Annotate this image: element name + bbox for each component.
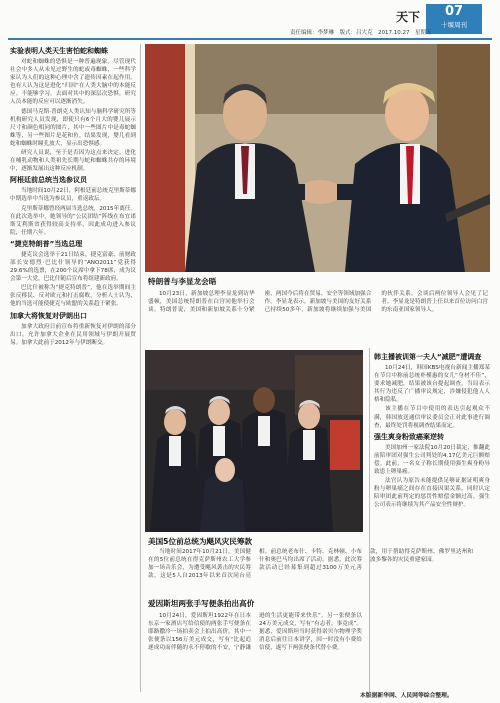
article-paragraph: 美国加州一家法院10月20日裁定，推翻此前陪审团对强生公司判处的4.17亿美元巨额赔偿。此前，一名女子称长期使用强生爽身粉导致患上卵巢癌。 (374, 444, 490, 476)
article-paragraph: 巴比什被称为“捷克特朗普”，他在选举期间主张反移民、反对欧元和打击腐败。分析人士认为，他的当选可能使捷克与欧盟的关系趋于紧张。 (10, 285, 136, 308)
article-paragraph: 10月24日，爱因斯坦1922年在日本东京一家酒店写给信使的两张手写便条在耶路撒冷一场拍卖会上拍出高价。其中一张便条以156万美元成交，写有“比起追逐成功而伴随的永不停歇的不安，宁静谦逊的生活更能带来快乐”。另一张便条以24万美元成交，写有“有志者，事竟成”。据悉，爱因斯坦当时获得诺贝尔物理学奖消息后前往日本讲学，因一时没有小费给信使，遂写下两张便条代替小费。 (148, 613, 362, 652)
photo-caption (148, 548, 473, 588)
handshake-image (145, 44, 490, 272)
article-title: 加拿大将恢复对伊朗出口 (10, 311, 87, 320)
caption-paragraph: 当地时间2017年10月21日，美国健在的5位前总统在得克萨斯州农工大学参加一场音乐会，为遭受飓风袭击的灾民筹款。这是5人自2013年以来首次同台亮相。前总统老布什、卡特、克林顿、小布什和奥巴马均出席了活动。据悉，此次筹款活动已经募集到超过3100万美元善款，用于帮助得克萨斯州、佛罗里达州和波多黎各的灾民重建家园。 (148, 549, 473, 580)
photo-handshake (145, 44, 490, 272)
page-number: 07 (444, 4, 464, 19)
editor-meta: 责任编辑：李梦琳 版式：吕大克 2017.10.27 星期五 (290, 30, 432, 36)
article-paragraph: 德国马克斯·普朗克人类认知与脑科学研究所等机构研究人员发现，即使只有6个月大的婴儿展示尺寸和颜色相同的图片，其中一些图片中是毒蛇蜘蛛等，另一些图片是花和鱼。结果发现，婴儿看到蛇和蜘蛛时瞳孔放大，显示出恐惧感。 (10, 108, 136, 147)
photo-presidents (145, 350, 363, 532)
article-paragraph: 捷克议会选举于21日结束，捷克富豪、前财政部长安德烈·巴比什领导的“ANO2011”党获得29.6%的选票，在200个议席中拿下78席，成为议会第一大党。巴比什随后宣布将组建新政府。 (10, 251, 136, 283)
presidents-image (145, 350, 363, 532)
article-body (148, 612, 362, 686)
photo-title: 美国5位前总统为飓风灾民筹款 (148, 537, 253, 546)
article-paragraph: 克里斯蒂娜曾经两届当选总统，2015年离任。在此次选举中，她领导的“公民团结”阵线在布宜诺斯艾利斯省获得较高支持率，因此成功进入参议院，任期六年。 (10, 205, 136, 236)
article-paragraph: 10月24日，韩国KBS电视台新闻主播郑某在节目中称前总统朴槿惠的女儿“身材不佳”，要求她减肥，结果被该台提起调查。当局表示其行为违反了广播审议规定，涉嫌侵犯他人人格和隐私。 (374, 365, 490, 404)
column-divider (369, 348, 370, 692)
page-number-badge (426, 4, 482, 34)
article-paragraph: 该主播在节目中使用的表达引起观众不满，韩国放送通信审议委员会正对此事进行调查，最终处罚将视调查结果而定。 (374, 406, 490, 429)
article-paragraph: 当地时间10月22日，阿根廷前总统克里斯蒂娜中期选举中当选为参议员，重返政坛。 (10, 188, 136, 203)
right-column (374, 350, 490, 688)
article-title: 实验表明人类天生害怕蛇和蜘蛛 (10, 47, 108, 55)
article-paragraph: 法官认为原告未能提供足够证据证明爽身粉与卵巢癌之间存在直接因果关系，同时认定陪审团此前判定的惩罚性赔偿金额过高。强生公司表示将继续为其产品安全性辩护。 (374, 478, 490, 509)
article-title: 阿根廷前总统当选参议员 (10, 176, 87, 185)
section-title: 天下 (396, 10, 421, 24)
article-paragraph: 对蛇和蜘蛛的恐惧是一种普遍现象。尽管现代社会中多人从未见过野生的蛇或毒蜘蛛，一些科学家认为人们的这种心理中含了遗传因素在起作用。也有人认为这是进化“归因”在人类大脑中的本能反应。不能够学习。去面对其中的深层次恐惧。研究人员本能的反应可以逐渐消失。 (10, 59, 136, 106)
left-column (10, 44, 136, 692)
photo-title: 特朗普与李显龙会晤 (148, 277, 217, 286)
page-subtitle: 十堰周刊 (441, 21, 467, 29)
article-title: “捷克特朗普”当选总理 (10, 239, 83, 248)
column-divider (140, 44, 141, 692)
header-rule (8, 38, 492, 40)
source-note: 本版据新华网、人民网等综合整理。 (360, 693, 453, 699)
article-title: 爱因斯坦两张手写便条拍出高价 (148, 599, 255, 608)
photo-caption (148, 290, 488, 340)
article-title: 韩主播被训第一夫人“减肥”遭调查 (374, 353, 482, 361)
page-header (0, 0, 500, 40)
article-title: 强生爽身粉致癌案逆转 (374, 432, 444, 441)
article-paragraph: 研究人员说，至于是否因为这点来决定。进化在哺乳动物和人类祖先长期与蛇和蜘蛛共存的环境中，逐渐发展出这种反应机制。 (10, 150, 136, 173)
caption-paragraph: 10月23日，新加坡总理李显龙到访华盛顿，美国总统特朗普在白宫同他举行会谈。特朗普说，美国和新加坡关系十分紧密，两国今后将在贸易、安全等领域加强合作。李显龙表示，新加坡与美国的友好关系已持续50多年，新加坡将继续加强与美国的伙伴关系。会谈后两位领导人会见了记者。李显龙是特朗普上任以来首位访问白宫的东南亚国家领导人。 (148, 291, 488, 314)
article-paragraph: 加拿大政府日前宣布将重新恢复对伊朗的部分出口，允许加拿大企业在民用领域与伊朗开展贸易。加拿大此前于2012年与伊朗断交。 (10, 323, 136, 346)
